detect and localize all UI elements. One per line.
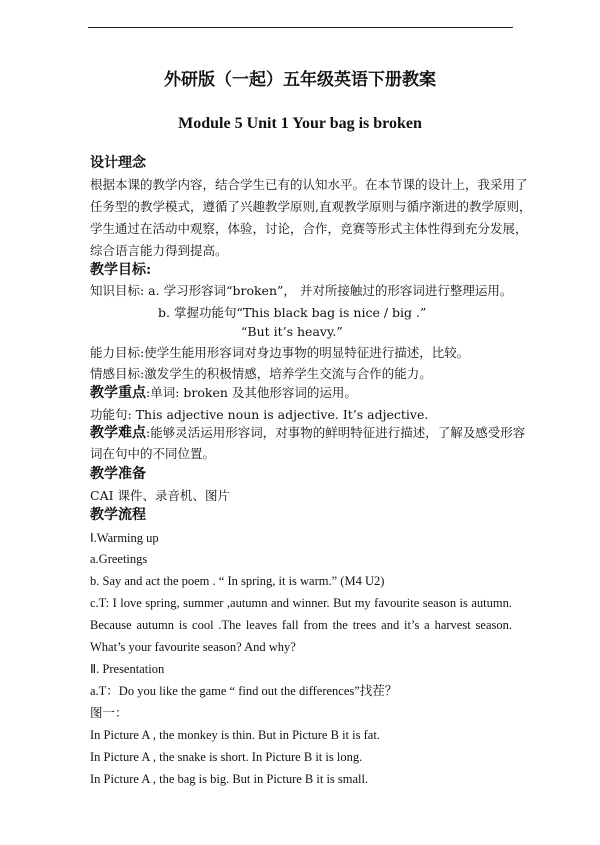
greetings-line: a.Greetings [90,552,148,566]
concept-line-2: 任务型的教学模式，遵循了兴趣教学原则,直观教学原则与循序渐进的教学原则， [90,199,532,214]
teacher-line-3: What’s your favourite season? And why? [90,640,296,654]
concept-line-1: 根据本课的教学内容，结合学生已有的认知水平。在本节课的设计上，我采用了 [90,177,528,192]
function-sentence: 功能句: This adjective noun is adjective. It’s adjective. [90,407,429,422]
page-subtitle: Module 5 Unit 1 Your bag is broken [178,115,422,132]
warmup-heading: Ⅰ.Warming up [90,531,159,545]
teacher-line-2: Because autumn is cool .The leaves fall from the trees and it’s a harvest season. [90,618,512,632]
concept-line-4: 综合语言能力得到提高。 [90,243,228,258]
difficulties [90,425,526,441]
header-rule [88,27,513,28]
picture-line-2: In Picture A , the snake is short. In Picture B it is long. [90,750,363,764]
difficulties-label: 教学难点 [90,425,146,441]
preparation-heading: 教学准备 [90,466,146,482]
teacher-line-1: c.T: I love spring, summer ,autumn and winner. But my favourite season is autumn. [90,596,512,610]
knowledge-goal-c: “But it’s heavy.” [241,324,343,339]
knowledge-goal-b: b. 掌握功能句“This black bag is nice / big .” [158,305,427,320]
poem-line: b. Say and act the poem . “ In spring, it is warm.” (M4 U2) [90,574,385,588]
knowledge-goal-a: 知识目标: a. 学习形容词“broken”， 并对所接触过的形容词进行整理运用。 [90,283,513,298]
key-points-text: :单词: broken 及其他形容词的运用。 [146,385,357,400]
process-heading: 教学流程 [90,507,146,523]
concept-heading: 设计理念 [90,155,146,171]
ability-goal: 能力目标:使学生能用形容词对身边事物的明显特征进行描述，比较。 [90,345,470,360]
goals-heading: 教学目标: [90,262,152,278]
concept-line-3: 学生通过在活动中观察，体验，讨论，合作，竞赛等形式主体性得到充分发展， [90,221,528,236]
picture-line-3: In Picture A , the bag is big. But in Picture B it is small. [90,772,369,786]
difficulties-line-2: 词在句中的不同位置。 [90,446,216,461]
emotion-goal: 情感目标:激发学生的积极情感，培养学生交流与合作的能力。 [90,366,432,381]
picture-line-1: In Picture A , the monkey is thin. But in Picture B it is fat. [90,728,380,742]
key-points [90,385,357,401]
preparation-text: CAI 课件、录音机、图片 [90,488,231,503]
presentation-heading: Ⅱ. Presentation [90,662,165,676]
page-title: 外研版（一起）五年级英语下册教案 [164,70,436,90]
difficulties-line-1: :能够灵活运用形容词，对事物的鲜明特征进行描述，了解及感受形容 [146,425,526,440]
game-line: a.T：Do you like the game “ find out the differences”找茬？ [90,684,398,698]
key-points-label: 教学重点 [90,385,146,401]
picture-label: 图一： [90,705,128,720]
